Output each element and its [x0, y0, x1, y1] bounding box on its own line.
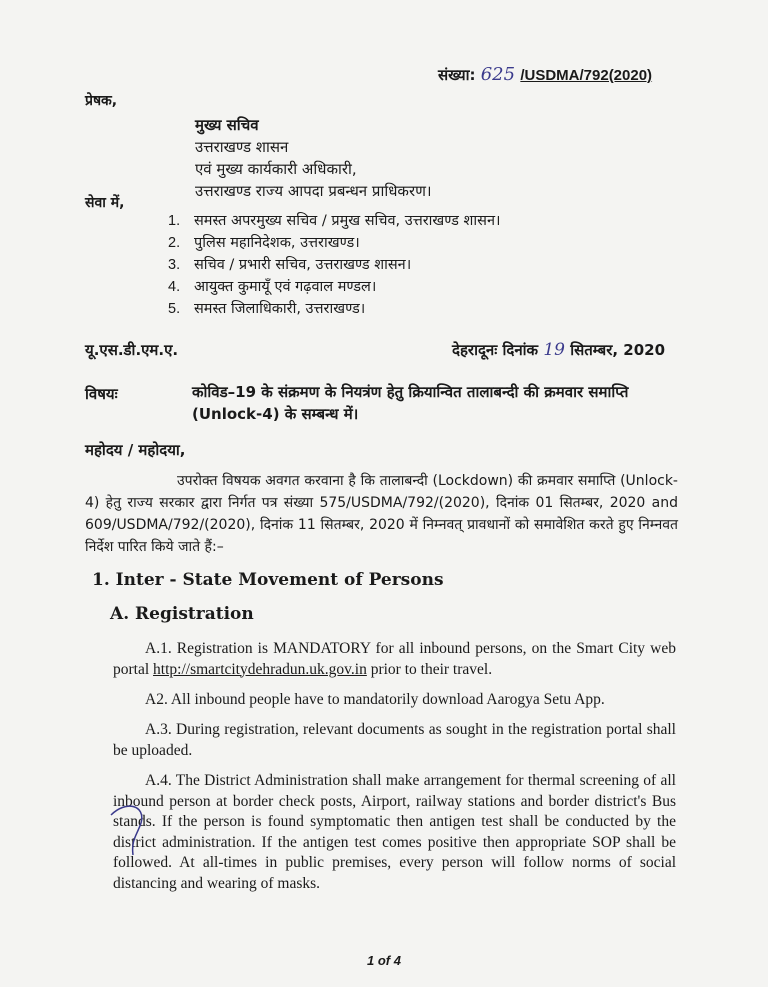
paragraph-a2: A2. All inbound people have to mandatorily download Aarogya Setu App.: [145, 691, 605, 708]
list-item: 2. पुलिस महानिदेशक, उत्तराखण्ड।: [168, 235, 360, 251]
recipients-label: सेवा में,: [85, 195, 125, 211]
sender-line: एवं मुख्य कार्यकारी अधिकारी,: [195, 160, 357, 178]
sender-line: उत्तराखण्ड शासन: [195, 138, 289, 156]
paragraph-a3: A.3. During registration, relevant documents as sought in the registration portal shall be uploaded.: [113, 721, 676, 759]
pen-mark-annotation: [101, 795, 171, 865]
letter-date: देहरादूनः दिनांक 19 सितम्बर, 2020: [452, 340, 666, 360]
sender-line: उत्तराखण्ड राज्य आपदा प्रबन्धन प्राधिकरण।: [195, 182, 432, 200]
list-item: 4. आयुक्त कुमायूँ एवं गढ़वाल मण्डल।: [168, 279, 377, 295]
list-item: 3. सचिव / प्रभारी सचिव, उत्तराखण्ड शासन।: [168, 257, 412, 273]
reference-number: [438, 64, 652, 85]
subject-text: कोविड–19 के संक्रमण के नियत्रंण हेतु क्रियान्वित तालाबन्दी की क्रमवार समाप्ति (Unlock-4) के सम्बन्ध में।: [192, 383, 629, 423]
list-item: 5. समस्त जिलाधिकारी, उत्तराखण्ड।: [168, 301, 366, 317]
intro-paragraph: उपरोक्त विषयक अवगत करवाना है कि तालाबन्दी (Lockdown) की क्रमवार समाप्ति (Unlock-4) हेतु राज्य सरकार द्वारा निर्गत पत्र संख्या 575/USDMA/792/(2020), दिनांक 01 सितम्बर, 2020 and 609/USDMA/792/(2020), दिनांक 11 सितम्बर, 2020 में निम्नवत् प्रावधानों को समावेशित करते हुए निम्नवत निर्देश पारित किये जाते हैं:–: [85, 473, 678, 555]
sender-line: मुख्य सचिव: [195, 116, 259, 134]
salutation: महोदय / महोदया,: [85, 441, 186, 459]
subsection-heading: A. Registration: [110, 604, 254, 624]
subject-label: विषयः: [85, 385, 118, 403]
list-item: 1. समस्त अपरमुख्य सचिव / प्रमुख सचिव, उत्तराखण्ड शासन।: [168, 213, 501, 229]
page-number: 1 of 4: [367, 953, 401, 968]
ref-code: /USDMA/792(2020): [520, 67, 653, 84]
ref-number-handwritten: 625: [480, 64, 516, 85]
paragraph-a1: A.1. Registration is MANDATORY for all inbound persons, on the Smart City web portal http://smartcitydehradun.uk.gov.in prior to their travel.: [113, 640, 676, 678]
sender-block: [195, 114, 432, 202]
date-day-handwritten: 19: [543, 340, 565, 360]
recipients-list: [168, 210, 501, 320]
ref-label: संख्या:: [438, 66, 476, 84]
organization-abbrev: यू.एस.डी.एम.ए.: [85, 341, 179, 359]
paragraph-a4: A.4. The District Administration shall make arrangement for thermal screening of all inbound person at border check posts, Airport, railway stations and border district's Bus stands. If the person is found symptomatic then antigen test shall be conducted by the district administration. If the antigen test comes positive then appropriate SOP shall be followed. At all-times in public premises, every person will follow norms of social distancing and wearing of masks.: [113, 772, 676, 892]
sender-label: प्रेषक,: [85, 93, 118, 109]
section-heading: 1. Inter - State Movement of Persons: [92, 570, 444, 590]
smart-city-portal-link[interactable]: http://smartcitydehradun.uk.gov.in: [153, 660, 367, 678]
